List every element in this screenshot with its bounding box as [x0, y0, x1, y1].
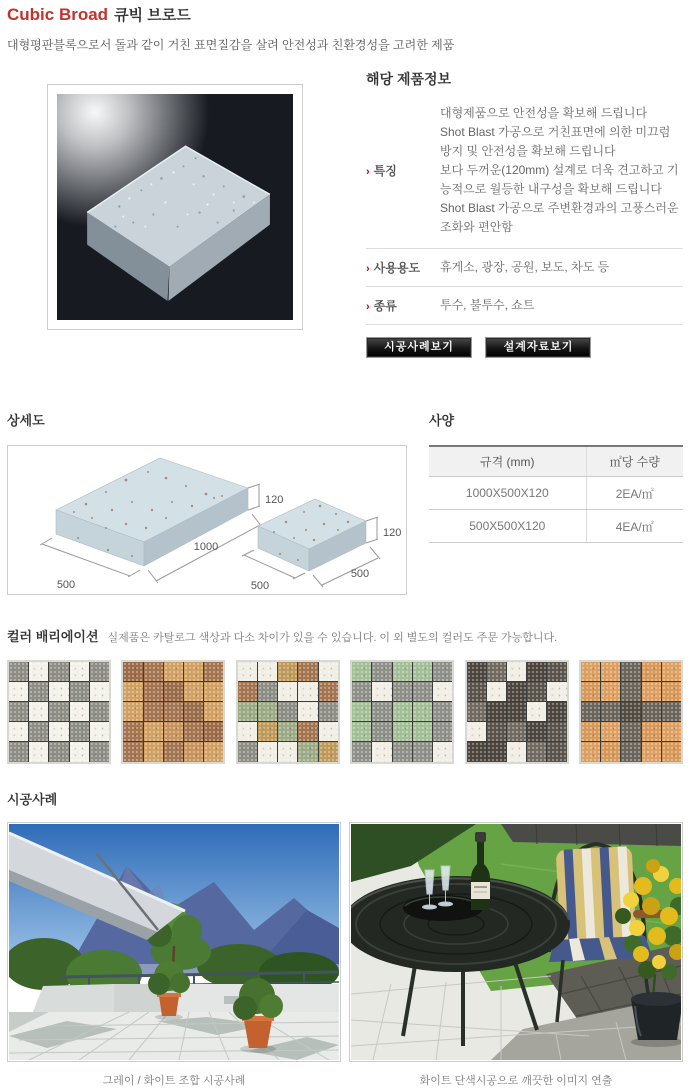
- usage-value: 휴게소, 광장, 공원, 보도, 차도 등: [440, 259, 610, 274]
- swatch-tile: [298, 662, 317, 681]
- swatch-tile: [372, 682, 391, 701]
- swatch-tile: [487, 742, 506, 761]
- swatch-tile: [642, 682, 661, 701]
- color-swatch-brown-tan-mix: [121, 660, 225, 764]
- dim-height-large: 120: [265, 493, 284, 506]
- swatch-tile: [527, 742, 546, 761]
- swatch-tile: [298, 682, 317, 701]
- spec-row: [429, 510, 683, 543]
- swatch-tile: [49, 662, 68, 681]
- swatch-tile: [662, 702, 681, 721]
- product-overview-section: [7, 68, 683, 358]
- swatch-tile: [144, 702, 163, 721]
- swatch-tile: [547, 682, 566, 701]
- swatch-tile: [393, 722, 412, 741]
- feature-list: [440, 104, 683, 237]
- swatch-tile: [601, 742, 620, 761]
- swatch-tile: [258, 742, 277, 761]
- swatch-tile: [70, 742, 89, 761]
- swatch-tile: [238, 722, 257, 741]
- construction-cases-button[interactable]: 시공사례보기: [366, 337, 472, 358]
- color-variation-note: 실제품은 카탈로그 색상과 다소 차이가 있을 수 있습니다. 이 외 별도의 컬러도 주문 가능합니다.: [107, 631, 558, 644]
- swatch-tile: [49, 742, 68, 761]
- product-name-en: Cubic Broad: [7, 5, 109, 24]
- feature-row: [366, 104, 683, 249]
- swatch-tile: [319, 702, 338, 721]
- swatch-tile: [70, 702, 89, 721]
- spec-col-size: 규격 (mm): [429, 446, 586, 477]
- swatch-tile: [144, 722, 163, 741]
- spec-column: [429, 410, 683, 595]
- color-variation-header: [7, 626, 683, 645]
- swatch-tile: [487, 722, 506, 741]
- swatch-tile: [49, 702, 68, 721]
- construction-cases-section: [7, 789, 683, 1088]
- detail-drawing: [7, 445, 407, 595]
- swatch-tile: [547, 662, 566, 681]
- swatch-tile: [298, 742, 317, 761]
- product-tagline: 대형평판블록으로서 돌과 같이 거친 표면질감을 살려 안전성과 친환경성을 고려한 제품: [7, 38, 455, 52]
- swatch-tile: [204, 682, 223, 701]
- dimension-drawing: [8, 446, 406, 594]
- swatch-tile: [642, 722, 661, 741]
- swatch-tile: [662, 682, 681, 701]
- swatch-tile: [123, 722, 142, 741]
- patio-photo: [349, 822, 683, 1062]
- swatch-tile: [662, 742, 681, 761]
- swatch-tile: [238, 702, 257, 721]
- swatch-tile: [393, 682, 412, 701]
- swatch-tile: [393, 662, 412, 681]
- type-label: › 종류: [366, 298, 397, 313]
- page-title: [7, 4, 683, 27]
- swatch-tile: [413, 722, 432, 741]
- swatch-tile: [487, 662, 506, 681]
- swatch-tile: [319, 742, 338, 761]
- feature-item: 보다 두꺼운(120mm) 설계로 더욱 견고하고 기능적으로 월등한 내구성을 확보해 드립니다: [440, 162, 679, 196]
- dim-width-small: 500: [250, 579, 270, 592]
- color-variation-heading: 컬러 배리에이션: [7, 628, 99, 644]
- detail-heading: 상세도: [7, 412, 45, 428]
- swatch-tile: [319, 662, 338, 681]
- swatch-tile: [164, 682, 183, 701]
- spec-cell: 1000X500X120: [429, 477, 586, 510]
- color-swatch-orange-charcoal-cross: [579, 660, 683, 764]
- swatch-tile: [29, 682, 48, 701]
- swatch-tile: [238, 662, 257, 681]
- swatch-tile: [467, 662, 486, 681]
- spec-header-row: [429, 446, 683, 477]
- swatch-tile: [184, 682, 203, 701]
- swatch-tile: [70, 722, 89, 741]
- swatch-tile: [204, 702, 223, 721]
- swatch-tile: [238, 742, 257, 761]
- swatch-tile: [601, 722, 620, 741]
- swatch-tile: [581, 742, 600, 761]
- case-photo-left: [7, 822, 341, 1088]
- swatch-tile: [278, 742, 297, 761]
- swatch-tile: [433, 702, 452, 721]
- swatch-tile: [547, 742, 566, 761]
- swatch-tile: [352, 702, 371, 721]
- swatch-tile: [352, 662, 371, 681]
- swatch-tile: [90, 742, 109, 761]
- swatch-tile: [9, 702, 28, 721]
- swatch-tile: [164, 662, 183, 681]
- dim-depth-small: 500: [350, 567, 370, 580]
- usage-label: › 사용용도: [366, 260, 421, 275]
- product-photo-frame: [47, 84, 303, 330]
- swatch-tile: [413, 742, 432, 761]
- terrace-scene: [9, 824, 339, 1060]
- swatch-tile: [507, 682, 526, 701]
- swatch-tile: [352, 742, 371, 761]
- product-name-ko: 큐빅 브로드: [114, 7, 191, 24]
- spec-cell: 500X500X120: [429, 510, 586, 543]
- swatch-tile: [547, 702, 566, 721]
- design-materials-button[interactable]: 설계자료보기: [485, 337, 591, 358]
- swatch-tile: [467, 742, 486, 761]
- swatch-tile: [487, 682, 506, 701]
- swatch-tile: [123, 682, 142, 701]
- swatch-tile: [507, 662, 526, 681]
- product-photo: [57, 94, 293, 320]
- swatch-tile: [204, 742, 223, 761]
- swatch-tile: [9, 682, 28, 701]
- case-photo-row: [7, 822, 683, 1088]
- red-arrow-icon: ›: [366, 300, 370, 313]
- swatch-tile: [487, 702, 506, 721]
- swatch-tile: [527, 722, 546, 741]
- swatch-tile: [372, 662, 391, 681]
- swatch-tile: [393, 742, 412, 761]
- swatch-tile: [258, 662, 277, 681]
- swatch-tile: [621, 702, 640, 721]
- swatch-tile: [319, 682, 338, 701]
- swatch-tile: [298, 702, 317, 721]
- swatch-tile: [278, 722, 297, 741]
- swatch-tile: [642, 662, 661, 681]
- swatch-tile: [372, 722, 391, 741]
- swatch-tile: [467, 702, 486, 721]
- dim-height-small: 120: [383, 526, 402, 539]
- spec-col-qty: ㎡당 수량: [586, 446, 683, 477]
- swatch-tile: [372, 702, 391, 721]
- swatch-tile: [507, 702, 526, 721]
- swatch-tile: [49, 682, 68, 701]
- swatch-tile: [433, 682, 452, 701]
- swatch-tile: [581, 662, 600, 681]
- swatch-tile: [433, 662, 452, 681]
- swatch-tile: [144, 742, 163, 761]
- dim-length-large: 1000: [193, 540, 219, 553]
- color-swatches: [7, 660, 683, 764]
- swatch-tile: [393, 702, 412, 721]
- case-photo-right: [349, 822, 683, 1088]
- block-body: [87, 146, 270, 301]
- feature-item: Shot Blast 가공으로 주변환경과의 고풍스러운 조화와 편안함: [440, 200, 679, 234]
- spec-table: [429, 445, 683, 544]
- swatch-tile: [184, 722, 203, 741]
- swatch-tile: [184, 702, 203, 721]
- spec-row: [429, 477, 683, 510]
- swatch-tile: [29, 702, 48, 721]
- swatch-tile: [29, 742, 48, 761]
- case-caption-right: 화이트 단색시공으로 깨끗한 이미지 연출: [419, 1074, 613, 1087]
- swatch-tile: [527, 662, 546, 681]
- page-header: [7, 4, 683, 53]
- swatch-tile: [601, 682, 620, 701]
- info-heading: 해당 제품정보: [366, 71, 452, 87]
- small-block: [242, 499, 401, 592]
- color-swatch-gray-white-checker: [7, 660, 111, 764]
- terrace-photo: [7, 822, 341, 1062]
- color-swatch-charcoal-white-pattern: [465, 660, 569, 764]
- red-arrow-icon: ›: [366, 165, 370, 178]
- swatch-tile: [29, 662, 48, 681]
- swatch-tile: [90, 662, 109, 681]
- feature-item: 대형제품으로 안전성을 확보해 드립니다: [440, 106, 648, 120]
- type-row: [366, 287, 683, 325]
- swatch-tile: [527, 682, 546, 701]
- large-block: [40, 458, 283, 591]
- swatch-tile: [352, 722, 371, 741]
- swatch-tile: [433, 742, 452, 761]
- swatch-tile: [90, 722, 109, 741]
- swatch-tile: [581, 722, 600, 741]
- spec-cell: 4EA/㎡: [586, 510, 683, 543]
- swatch-tile: [184, 742, 203, 761]
- patio-scene: [351, 824, 681, 1060]
- usage-row: [366, 249, 683, 287]
- swatch-tile: [507, 722, 526, 741]
- case-caption-left: 그레이 / 화이트 조합 시공사례: [102, 1074, 246, 1087]
- swatch-tile: [164, 702, 183, 721]
- swatch-tile: [123, 742, 142, 761]
- swatch-tile: [70, 662, 89, 681]
- swatch-tile: [258, 702, 277, 721]
- paving-block-illustration: [57, 94, 293, 320]
- swatch-tile: [507, 742, 526, 761]
- swatch-tile: [621, 722, 640, 741]
- detail-drawing-column: [7, 410, 407, 595]
- swatch-tile: [70, 682, 89, 701]
- swatch-tile: [9, 722, 28, 741]
- swatch-tile: [413, 662, 432, 681]
- swatch-tile: [278, 702, 297, 721]
- swatch-tile: [258, 682, 277, 701]
- color-swatch-green-gray-pattern: [350, 660, 454, 764]
- swatch-tile: [372, 742, 391, 761]
- swatch-tile: [49, 722, 68, 741]
- swatch-tile: [9, 742, 28, 761]
- swatch-tile: [621, 742, 640, 761]
- feature-item: Shot Blast 가공으로 거친표면에 의한 미끄럼 방지 및 안전성을 확보해 드립니다: [440, 124, 671, 158]
- swatch-tile: [164, 742, 183, 761]
- swatch-tile: [527, 702, 546, 721]
- color-variation-section: [7, 626, 683, 764]
- spec-cell: 2EA/㎡: [586, 477, 683, 510]
- swatch-tile: [123, 702, 142, 721]
- swatch-tile: [238, 682, 257, 701]
- swatch-tile: [164, 722, 183, 741]
- swatch-tile: [29, 722, 48, 741]
- swatch-tile: [278, 662, 297, 681]
- swatch-tile: [319, 722, 338, 741]
- swatch-tile: [90, 682, 109, 701]
- swatch-tile: [352, 682, 371, 701]
- swatch-tile: [621, 682, 640, 701]
- swatch-tile: [298, 722, 317, 741]
- swatch-tile: [204, 662, 223, 681]
- swatch-tile: [278, 682, 297, 701]
- swatch-tile: [642, 742, 661, 761]
- feature-label: › 특징: [366, 163, 397, 178]
- swatch-tile: [601, 662, 620, 681]
- swatch-tile: [467, 722, 486, 741]
- swatch-tile: [467, 682, 486, 701]
- swatch-tile: [662, 722, 681, 741]
- swatch-tile: [433, 722, 452, 741]
- red-arrow-icon: ›: [366, 262, 370, 275]
- swatch-tile: [123, 662, 142, 681]
- info-buttons: [366, 337, 683, 358]
- swatch-tile: [601, 702, 620, 721]
- swatch-tile: [662, 662, 681, 681]
- swatch-tile: [9, 662, 28, 681]
- spec-heading: 사양: [429, 412, 455, 428]
- swatch-tile: [413, 702, 432, 721]
- swatch-tile: [413, 682, 432, 701]
- swatch-tile: [258, 722, 277, 741]
- swatch-tile: [144, 662, 163, 681]
- type-value: 투수, 불투수, 쇼트: [440, 297, 535, 312]
- cases-heading: 시공사례: [7, 791, 58, 807]
- detail-and-spec-section: [7, 410, 683, 595]
- swatch-tile: [642, 702, 661, 721]
- color-swatch-white-tan-green-mix: [236, 660, 340, 764]
- dim-width-large: 500: [56, 578, 76, 591]
- swatch-tile: [621, 662, 640, 681]
- swatch-tile: [581, 702, 600, 721]
- swatch-tile: [90, 702, 109, 721]
- swatch-tile: [184, 662, 203, 681]
- swatch-tile: [144, 682, 163, 701]
- product-info-panel: [366, 68, 683, 358]
- swatch-tile: [547, 722, 566, 741]
- swatch-tile: [204, 722, 223, 741]
- swatch-tile: [581, 682, 600, 701]
